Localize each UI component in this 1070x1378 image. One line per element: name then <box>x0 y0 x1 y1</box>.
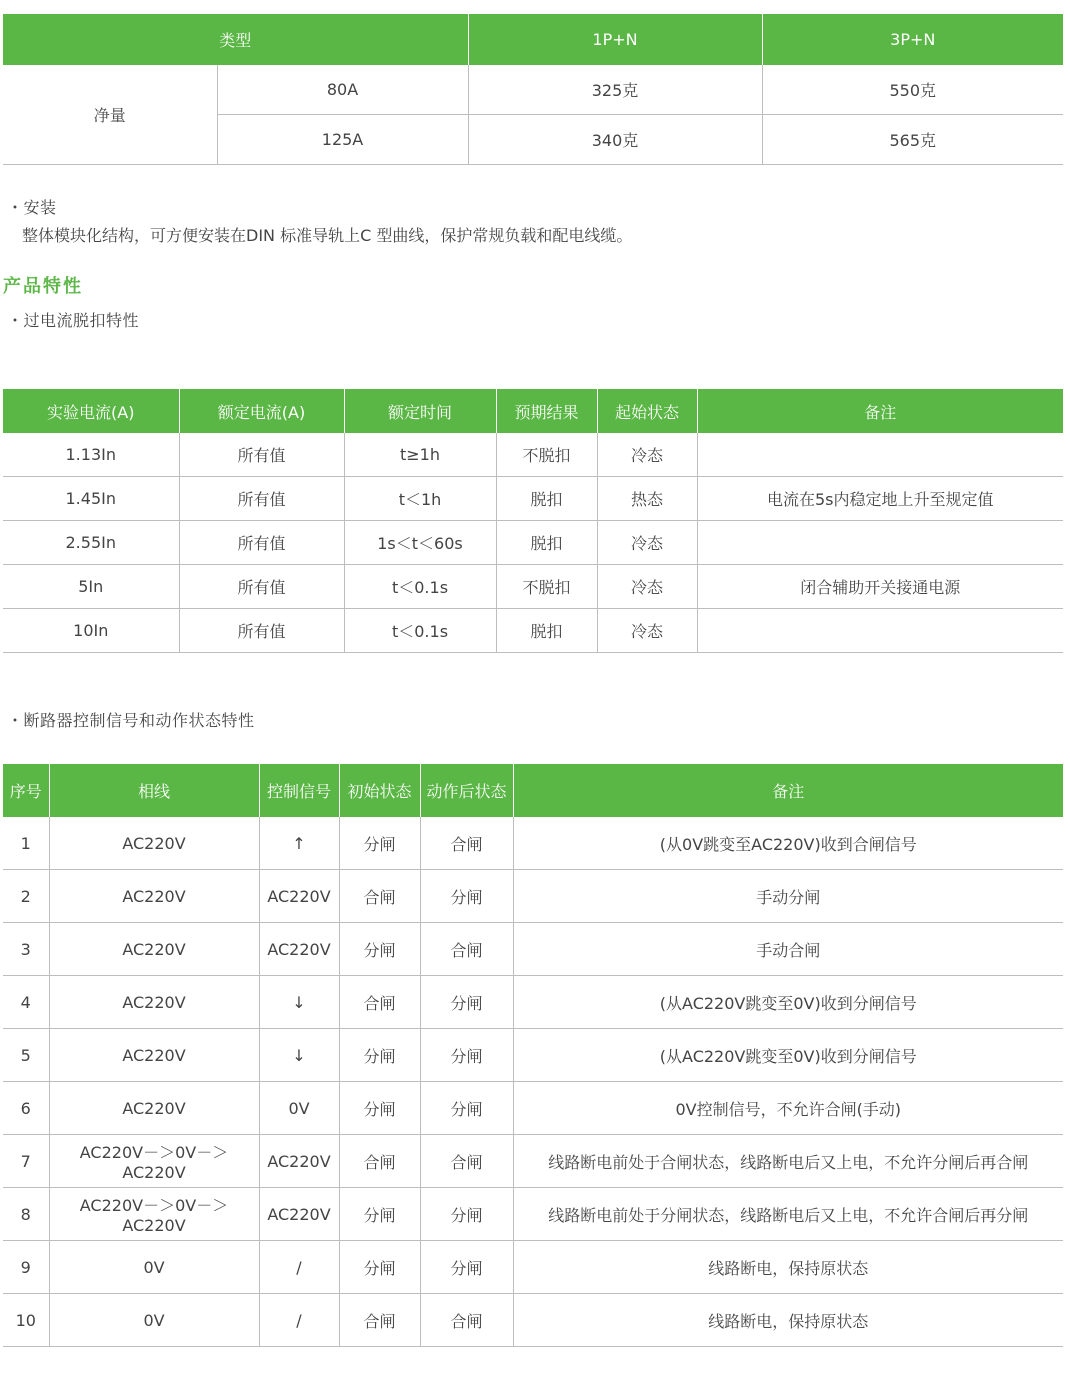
table-row <box>3 870 1063 923</box>
table-row <box>3 1294 1063 1347</box>
rating-cell: 80A <box>217 65 468 115</box>
remarks-cell: 线路断电，保持原状态 <box>513 1294 1063 1347</box>
initial-state-cell: 合闸 <box>339 870 420 923</box>
remarks-cell: (从AC220V跳变至0V)收到分闸信号 <box>513 1029 1063 1082</box>
post-action-state-cell: 分闸 <box>420 870 513 923</box>
test-current-cell: 10In <box>3 609 179 653</box>
initial-state-cell: 分闸 <box>339 1188 420 1241</box>
index-cell: 5 <box>3 1029 49 1082</box>
control-signal-cell: AC220V <box>259 923 339 976</box>
post-action-state-cell: 合闸 <box>420 817 513 870</box>
table-row <box>3 65 1063 115</box>
header-rated-time: 额定时间 <box>344 389 496 433</box>
table-row <box>3 521 1063 565</box>
control-signal-cell: / <box>259 1294 339 1347</box>
index-cell: 7 <box>3 1135 49 1188</box>
expected-result-cell: 不脱扣 <box>496 433 597 477</box>
table-row <box>3 1135 1063 1188</box>
post-action-state-cell: 合闸 <box>420 1294 513 1347</box>
control-signal-cell: AC220V <box>259 1188 339 1241</box>
post-action-state-cell: 分闸 <box>420 976 513 1029</box>
initial-state-cell: 分闸 <box>339 1241 420 1294</box>
initial-state-cell: 合闸 <box>339 1135 420 1188</box>
remarks-cell: (从AC220V跳变至0V)收到分闸信号 <box>513 976 1063 1029</box>
weight-1p-cell: 340克 <box>468 115 762 165</box>
install-bullet: ・安装 <box>7 198 57 217</box>
header-initial-state: 起始状态 <box>597 389 697 433</box>
header-control-signal: 控制信号 <box>259 764 339 817</box>
control-signal-table <box>3 764 1063 1347</box>
initial-state-cell: 合闸 <box>339 976 420 1029</box>
initial-state-cell: 合闸 <box>339 1294 420 1347</box>
control-signal-cell: ↓ <box>259 1029 339 1082</box>
index-cell: 9 <box>3 1241 49 1294</box>
expected-result-cell: 脱扣 <box>496 521 597 565</box>
rated-time-cell: t≥1h <box>344 433 496 477</box>
test-current-cell: 1.13In <box>3 433 179 477</box>
row-label-net-weight: 净量 <box>3 65 217 165</box>
expected-result-cell: 不脱扣 <box>496 565 597 609</box>
trip-bullet: ・过电流脱扣特性 <box>7 311 140 330</box>
section-title-features: 产品特性 <box>3 276 83 297</box>
table-row <box>3 1188 1063 1241</box>
rated-current-cell: 所有值 <box>179 609 344 653</box>
index-cell: 6 <box>3 1082 49 1135</box>
initial-state-cell: 冷态 <box>597 521 697 565</box>
rated-time-cell: t＜0.1s <box>344 609 496 653</box>
remarks-cell: 电流在5s内稳定地上升至规定值 <box>697 477 1063 521</box>
test-current-cell: 1.45In <box>3 477 179 521</box>
phase-cell: AC220V－＞0V－＞AC220V <box>49 1188 259 1241</box>
remarks-cell: 线路断电前处于合闸状态，线路断电后又上电，不允许分闸后再合闸 <box>513 1135 1063 1188</box>
index-cell: 8 <box>3 1188 49 1241</box>
post-action-state-cell: 分闸 <box>420 1188 513 1241</box>
table-row <box>3 477 1063 521</box>
remarks-cell <box>697 521 1063 565</box>
header-1p-n: 1P+N <box>468 14 762 65</box>
expected-result-cell: 脱扣 <box>496 609 597 653</box>
rated-current-cell: 所有值 <box>179 521 344 565</box>
rated-time-cell: 1s＜t＜60s <box>344 521 496 565</box>
header-index: 序号 <box>3 764 49 817</box>
remarks-cell <box>697 609 1063 653</box>
control-signal-cell: AC220V <box>259 870 339 923</box>
control-signal-cell: ↓ <box>259 976 339 1029</box>
test-current-cell: 2.55In <box>3 521 179 565</box>
index-cell: 1 <box>3 817 49 870</box>
rated-time-cell: t＜0.1s <box>344 565 496 609</box>
test-current-cell: 5In <box>3 565 179 609</box>
initial-state-cell: 分闸 <box>339 817 420 870</box>
table-row <box>3 976 1063 1029</box>
phase-cell: 0V <box>49 1241 259 1294</box>
weight-table-header-row <box>3 14 1063 65</box>
header-phase: 相线 <box>49 764 259 817</box>
signal-table-header-row <box>3 764 1063 817</box>
phase-cell: 0V <box>49 1294 259 1347</box>
phase-cell: AC220V <box>49 1029 259 1082</box>
weight-table <box>3 14 1063 165</box>
phase-cell: AC220V－＞0V－＞AC220V <box>49 1135 259 1188</box>
table-row <box>3 565 1063 609</box>
header-remarks: 备注 <box>513 764 1063 817</box>
initial-state-cell: 分闸 <box>339 1029 420 1082</box>
remarks-cell: 手动分闸 <box>513 870 1063 923</box>
remarks-cell <box>697 433 1063 477</box>
table-row <box>3 609 1063 653</box>
initial-state-cell: 热态 <box>597 477 697 521</box>
post-action-state-cell: 分闸 <box>420 1241 513 1294</box>
remarks-cell: 手动合闸 <box>513 923 1063 976</box>
index-cell: 4 <box>3 976 49 1029</box>
header-test-current: 实验电流(A) <box>3 389 179 433</box>
weight-3p-cell: 565克 <box>762 115 1063 165</box>
signal-bullet: ・断路器控制信号和动作状态特性 <box>7 711 255 730</box>
control-signal-cell: AC220V <box>259 1135 339 1188</box>
header-rated-current: 额定电流(A) <box>179 389 344 433</box>
phase-cell: AC220V <box>49 817 259 870</box>
expected-result-cell: 脱扣 <box>496 477 597 521</box>
remarks-cell: 闭合辅助开关接通电源 <box>697 565 1063 609</box>
table-row <box>3 817 1063 870</box>
table-row <box>3 1241 1063 1294</box>
initial-state-cell: 冷态 <box>597 433 697 477</box>
phase-cell: AC220V <box>49 870 259 923</box>
remarks-cell: 线路断电，保持原状态 <box>513 1241 1063 1294</box>
initial-state-cell: 分闸 <box>339 923 420 976</box>
phase-cell: AC220V <box>49 1082 259 1135</box>
post-action-state-cell: 分闸 <box>420 1082 513 1135</box>
rating-cell: 125A <box>217 115 468 165</box>
trip-characteristics-table <box>3 389 1063 653</box>
index-cell: 2 <box>3 870 49 923</box>
table-row <box>3 923 1063 976</box>
weight-3p-cell: 550克 <box>762 65 1063 115</box>
rated-current-cell: 所有值 <box>179 477 344 521</box>
header-post-action-state: 动作后状态 <box>420 764 513 817</box>
remarks-cell: 线路断电前处于分闸状态，线路断电后又上电，不允许合闸后再分闸 <box>513 1188 1063 1241</box>
table-row <box>3 1029 1063 1082</box>
header-expected-result: 预期结果 <box>496 389 597 433</box>
table-row <box>3 433 1063 477</box>
initial-state-cell: 分闸 <box>339 1082 420 1135</box>
header-remarks: 备注 <box>697 389 1063 433</box>
post-action-state-cell: 分闸 <box>420 1029 513 1082</box>
post-action-state-cell: 合闸 <box>420 923 513 976</box>
install-text: 整体模块化结构，可方便安装在DIN 标准导轨上C 型曲线，保护常规负载和配电线缆。 <box>22 226 633 245</box>
phase-cell: AC220V <box>49 976 259 1029</box>
remarks-cell: 0V控制信号，不允许合闸(手动) <box>513 1082 1063 1135</box>
index-cell: 3 <box>3 923 49 976</box>
control-signal-cell: ↑ <box>259 817 339 870</box>
header-3p-n: 3P+N <box>762 14 1063 65</box>
rated-current-cell: 所有值 <box>179 433 344 477</box>
remarks-cell: (从0V跳变至AC220V)收到合闸信号 <box>513 817 1063 870</box>
initial-state-cell: 冷态 <box>597 609 697 653</box>
control-signal-cell: 0V <box>259 1082 339 1135</box>
index-cell: 10 <box>3 1294 49 1347</box>
rated-current-cell: 所有值 <box>179 565 344 609</box>
weight-1p-cell: 325克 <box>468 65 762 115</box>
header-initial-state: 初始状态 <box>339 764 420 817</box>
rated-time-cell: t＜1h <box>344 477 496 521</box>
control-signal-cell: / <box>259 1241 339 1294</box>
trip-table-header-row <box>3 389 1063 433</box>
initial-state-cell: 冷态 <box>597 565 697 609</box>
post-action-state-cell: 合闸 <box>420 1135 513 1188</box>
phase-cell: AC220V <box>49 923 259 976</box>
header-type: 类型 <box>3 14 468 65</box>
table-row <box>3 1082 1063 1135</box>
